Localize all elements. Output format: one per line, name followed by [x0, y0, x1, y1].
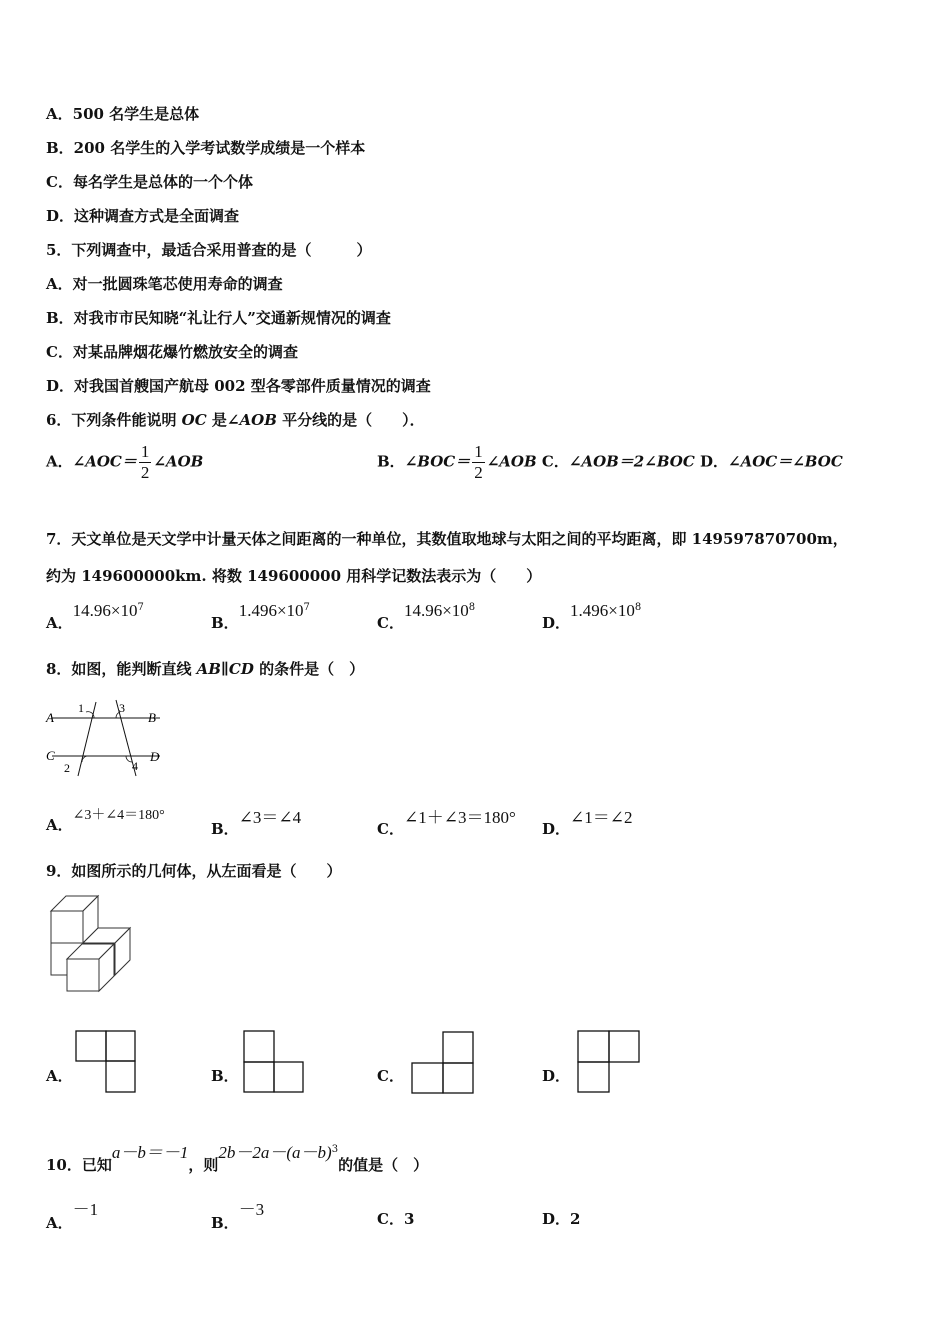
q10-option-d: D．2 — [542, 1210, 581, 1228]
q7-stem-line1: 7．天文单位是天文学中计量天体之间距离的一种单位，其数值取地球与太阳之间的平均距离，即 149597870700m， — [46, 530, 848, 548]
q4-option-a: A．500 名学生是总体 — [46, 105, 200, 123]
q10-option-a: A．－1 — [46, 1200, 99, 1232]
fig-label-3: 3 — [119, 701, 125, 715]
q4-option-b: B．200 名学生的入学考试数学成绩是一个样本 — [46, 139, 366, 157]
q8-stem: 8．如图，能判断直线 AB∥CD 的条件是（ ） — [46, 660, 365, 678]
q6-option-a: A．∠AOC＝ $\frac{1}{2}$ ∠AOB — [46, 442, 204, 482]
q7-option-c: C．$14.96\times 10^8$ — [377, 601, 476, 632]
q9-option-b-label: B． — [211, 1067, 239, 1085]
q9-option-a-view — [75, 1030, 137, 1094]
q5-option-b: B．对我市市民知晓“礼让行人”交通新规情况的调查 — [46, 309, 391, 327]
q10-option-c: C．3 — [377, 1210, 415, 1228]
q5-option-d: D．对我国首艘国产航母 002 型各零部件质量情况的调查 — [46, 377, 431, 395]
fig-label-d: D — [150, 749, 160, 764]
q9-option-c-view — [411, 1031, 475, 1095]
q7-option-d: D．$1.496\times 10^8$ — [542, 601, 642, 632]
q5-option-a: A．对一批圆珠笔芯使用寿命的调查 — [46, 275, 283, 293]
q7-stem-line2: 约为 149600000km. 将数 149600000 用科学记数法表示为（ ） — [46, 567, 542, 585]
q9-option-a-label: A． — [46, 1067, 73, 1085]
q7-option-b: B．$1.496\times 10^7$ — [211, 601, 310, 632]
q8-option-a: A．∠3＋∠4＝180° — [46, 808, 165, 834]
q8-option-b: B．∠3＝∠4 — [211, 808, 302, 838]
q5-option-c: C．对某品牌烟花爆竹燃放安全的调查 — [46, 343, 298, 361]
fig-label-2: 2 — [64, 761, 70, 775]
q9-option-d-label: D． — [542, 1067, 571, 1085]
fig-label-4: 4 — [132, 759, 138, 773]
q9-option-d-view — [577, 1030, 641, 1094]
fig-label-b: B — [148, 710, 156, 725]
q5-stem: 5．下列调查中，最适合采用普查的是（ ） — [46, 241, 372, 259]
q10-stem: 10．已知a－b＝－1，则$2b-2a-(a-b)^3$的值是（ ） — [46, 1143, 429, 1174]
fig-label-a: A — [46, 710, 54, 725]
q8-option-d: D．∠1＝∠2 — [542, 808, 633, 838]
q4-option-d: D．这种调查方式是全面调查 — [46, 207, 240, 225]
q10-option-b: B．－3 — [211, 1200, 265, 1232]
fig-label-c: C — [46, 748, 55, 763]
q9-option-b-view — [243, 1030, 305, 1094]
q8-option-c: C．∠1＋∠3＝180° — [377, 808, 516, 838]
q7-option-a: A．$14.96\times 10^7$ — [46, 601, 144, 632]
q6-stem: 6．下列条件能说明 OC 是∠AOB 平分线的是（ ）． — [46, 411, 425, 429]
q9-solid-figure — [46, 893, 136, 995]
fig-label-1: 1 — [78, 701, 84, 715]
q9-stem: 9．如图所示的几何体，从左面看是（ ） — [46, 862, 342, 880]
q6-option-b: B．∠BOC＝ $\frac{1}{2}$ ∠AOB C．∠AOB＝2∠BOC D．∠AOC＝∠BOC — [377, 442, 843, 482]
q4-option-c: C．每名学生是总体的一个个体 — [46, 173, 253, 191]
q8-parallel-lines-figure — [44, 698, 169, 778]
q9-option-c-label: C． — [377, 1067, 404, 1085]
